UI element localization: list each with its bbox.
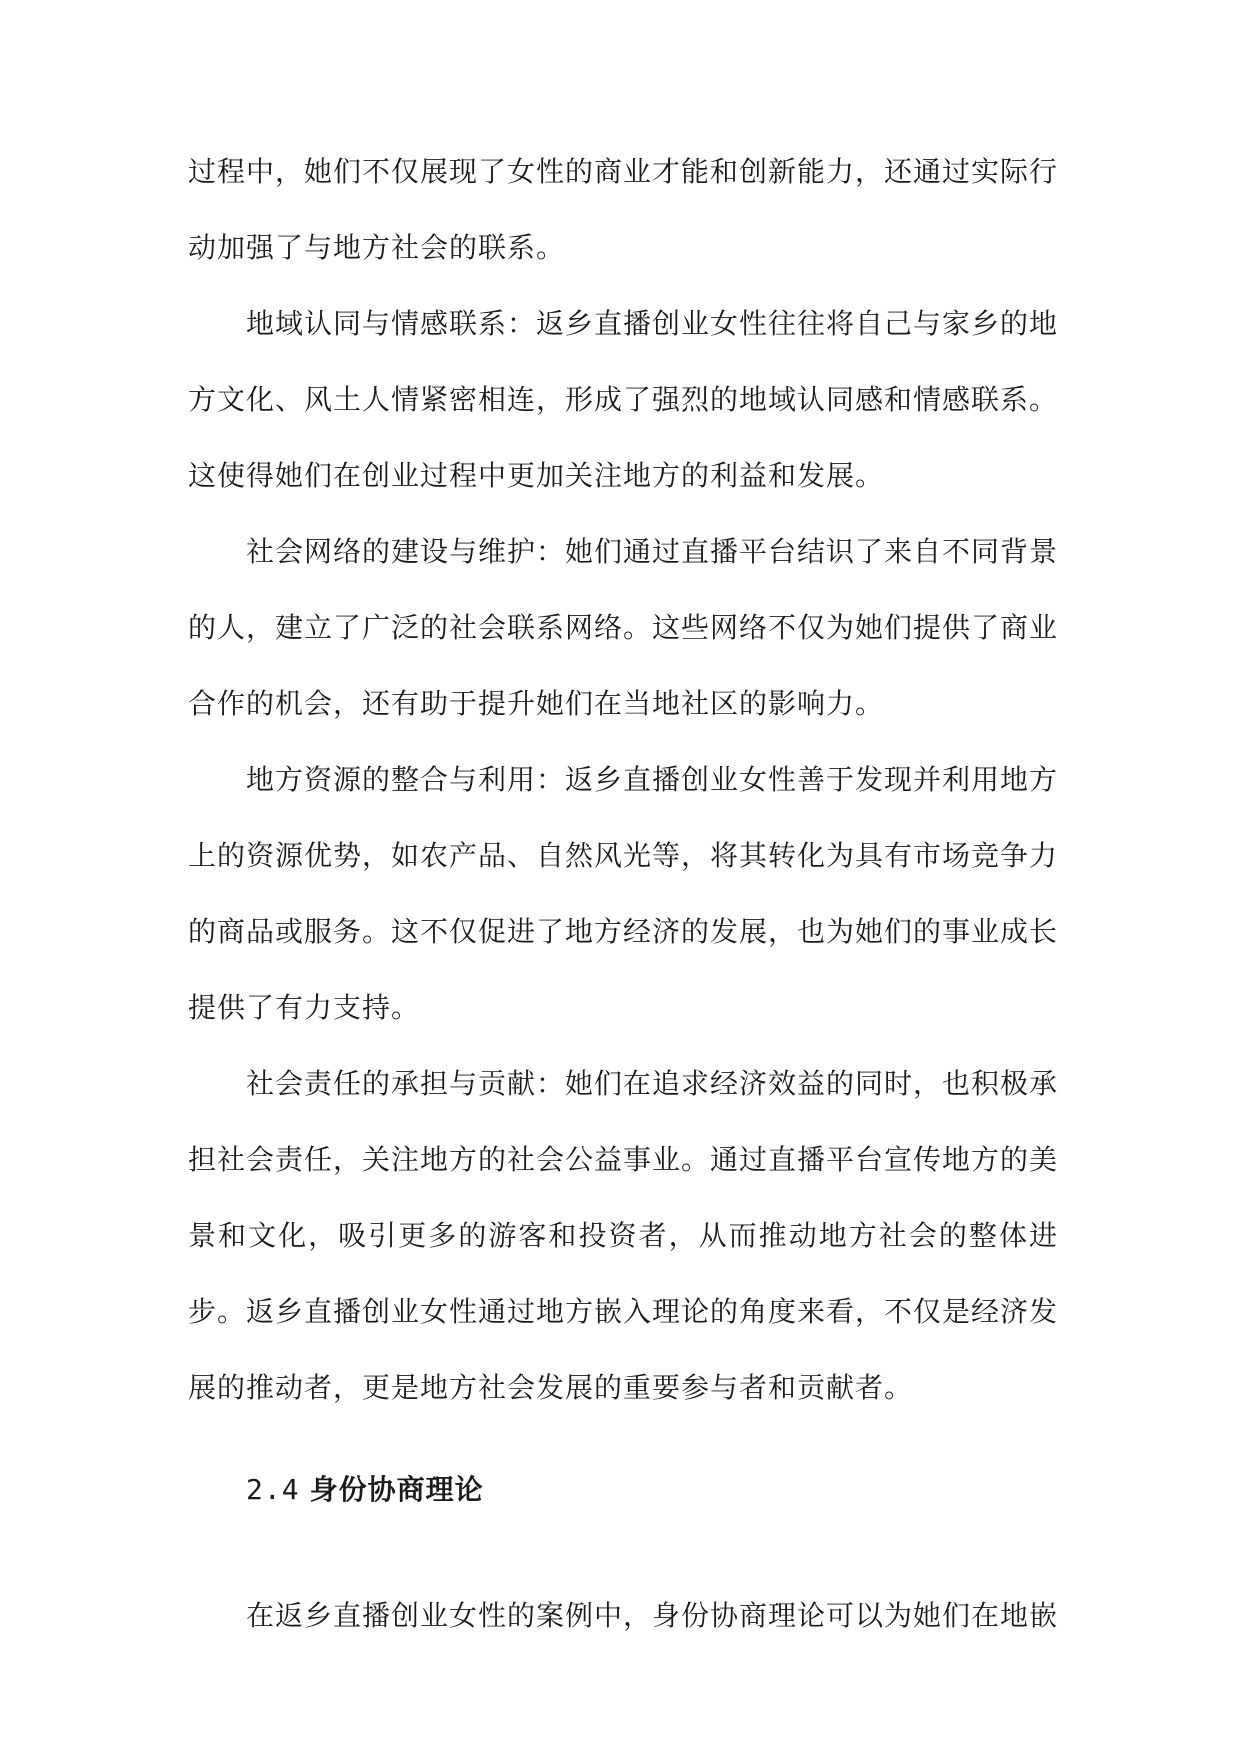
section-title: 身份协商理论 [309, 1473, 484, 1506]
paragraph-regional-identity: 地域认同与情感联系：返乡直播创业女性往往将自己与家乡的地方文化、风土人情紧密相连，形成了强烈的地域认同感和情感联系。这使得她们在创业过程中更加关注地方的利益和发展。 [188, 307, 1059, 492]
paragraph-social-network: 社会网络的建设与维护：她们通过直播平台结识了来自不同背景的人，建立了广泛的社会联系网络。这些网络不仅为她们提供了商业合作的机会，还有助于提升她们在当地社区的影响力。 [188, 535, 1059, 720]
paragraph-local-resources: 地方资源的整合与利用：返乡直播创业女性善于发现并利用地方上的资源优势，如农产品、自然风光等，将其转化为具有市场竞争力的商品或服务。这不仅促进了地方经济的发展，也为她们的事业成长提供了有力支持。 [188, 763, 1059, 1024]
paragraph-continuation: 过程中，她们不仅展现了女性的商业才能和创新能力，还通过实际行动加强了与地方社会的联系。 [188, 155, 1059, 264]
paragraph-social-responsibility: 社会责任的承担与贡献：她们在追求经济效益的同时，也积极承担社会责任，关注地方的社会公益事业。通过直播平台宣传地方的美景和文化，吸引更多的游客和投资者，从而推动地方社会的整体进步。 [188, 1067, 1059, 1328]
section-number: 2.4 [246, 1473, 300, 1506]
section-heading [246, 1452, 484, 1528]
paragraph-summary: 返乡直播创业女性通过地方嵌入理论的角度来看，不仅是经济发展的推动者，更是地方社会发展的重要参与者和贡献者。 [188, 1295, 1059, 1404]
paragraph-identity-negotiation: 在返乡直播创业女性的案例中，身份协商理论可以为她们在地嵌 [246, 1599, 1059, 1632]
